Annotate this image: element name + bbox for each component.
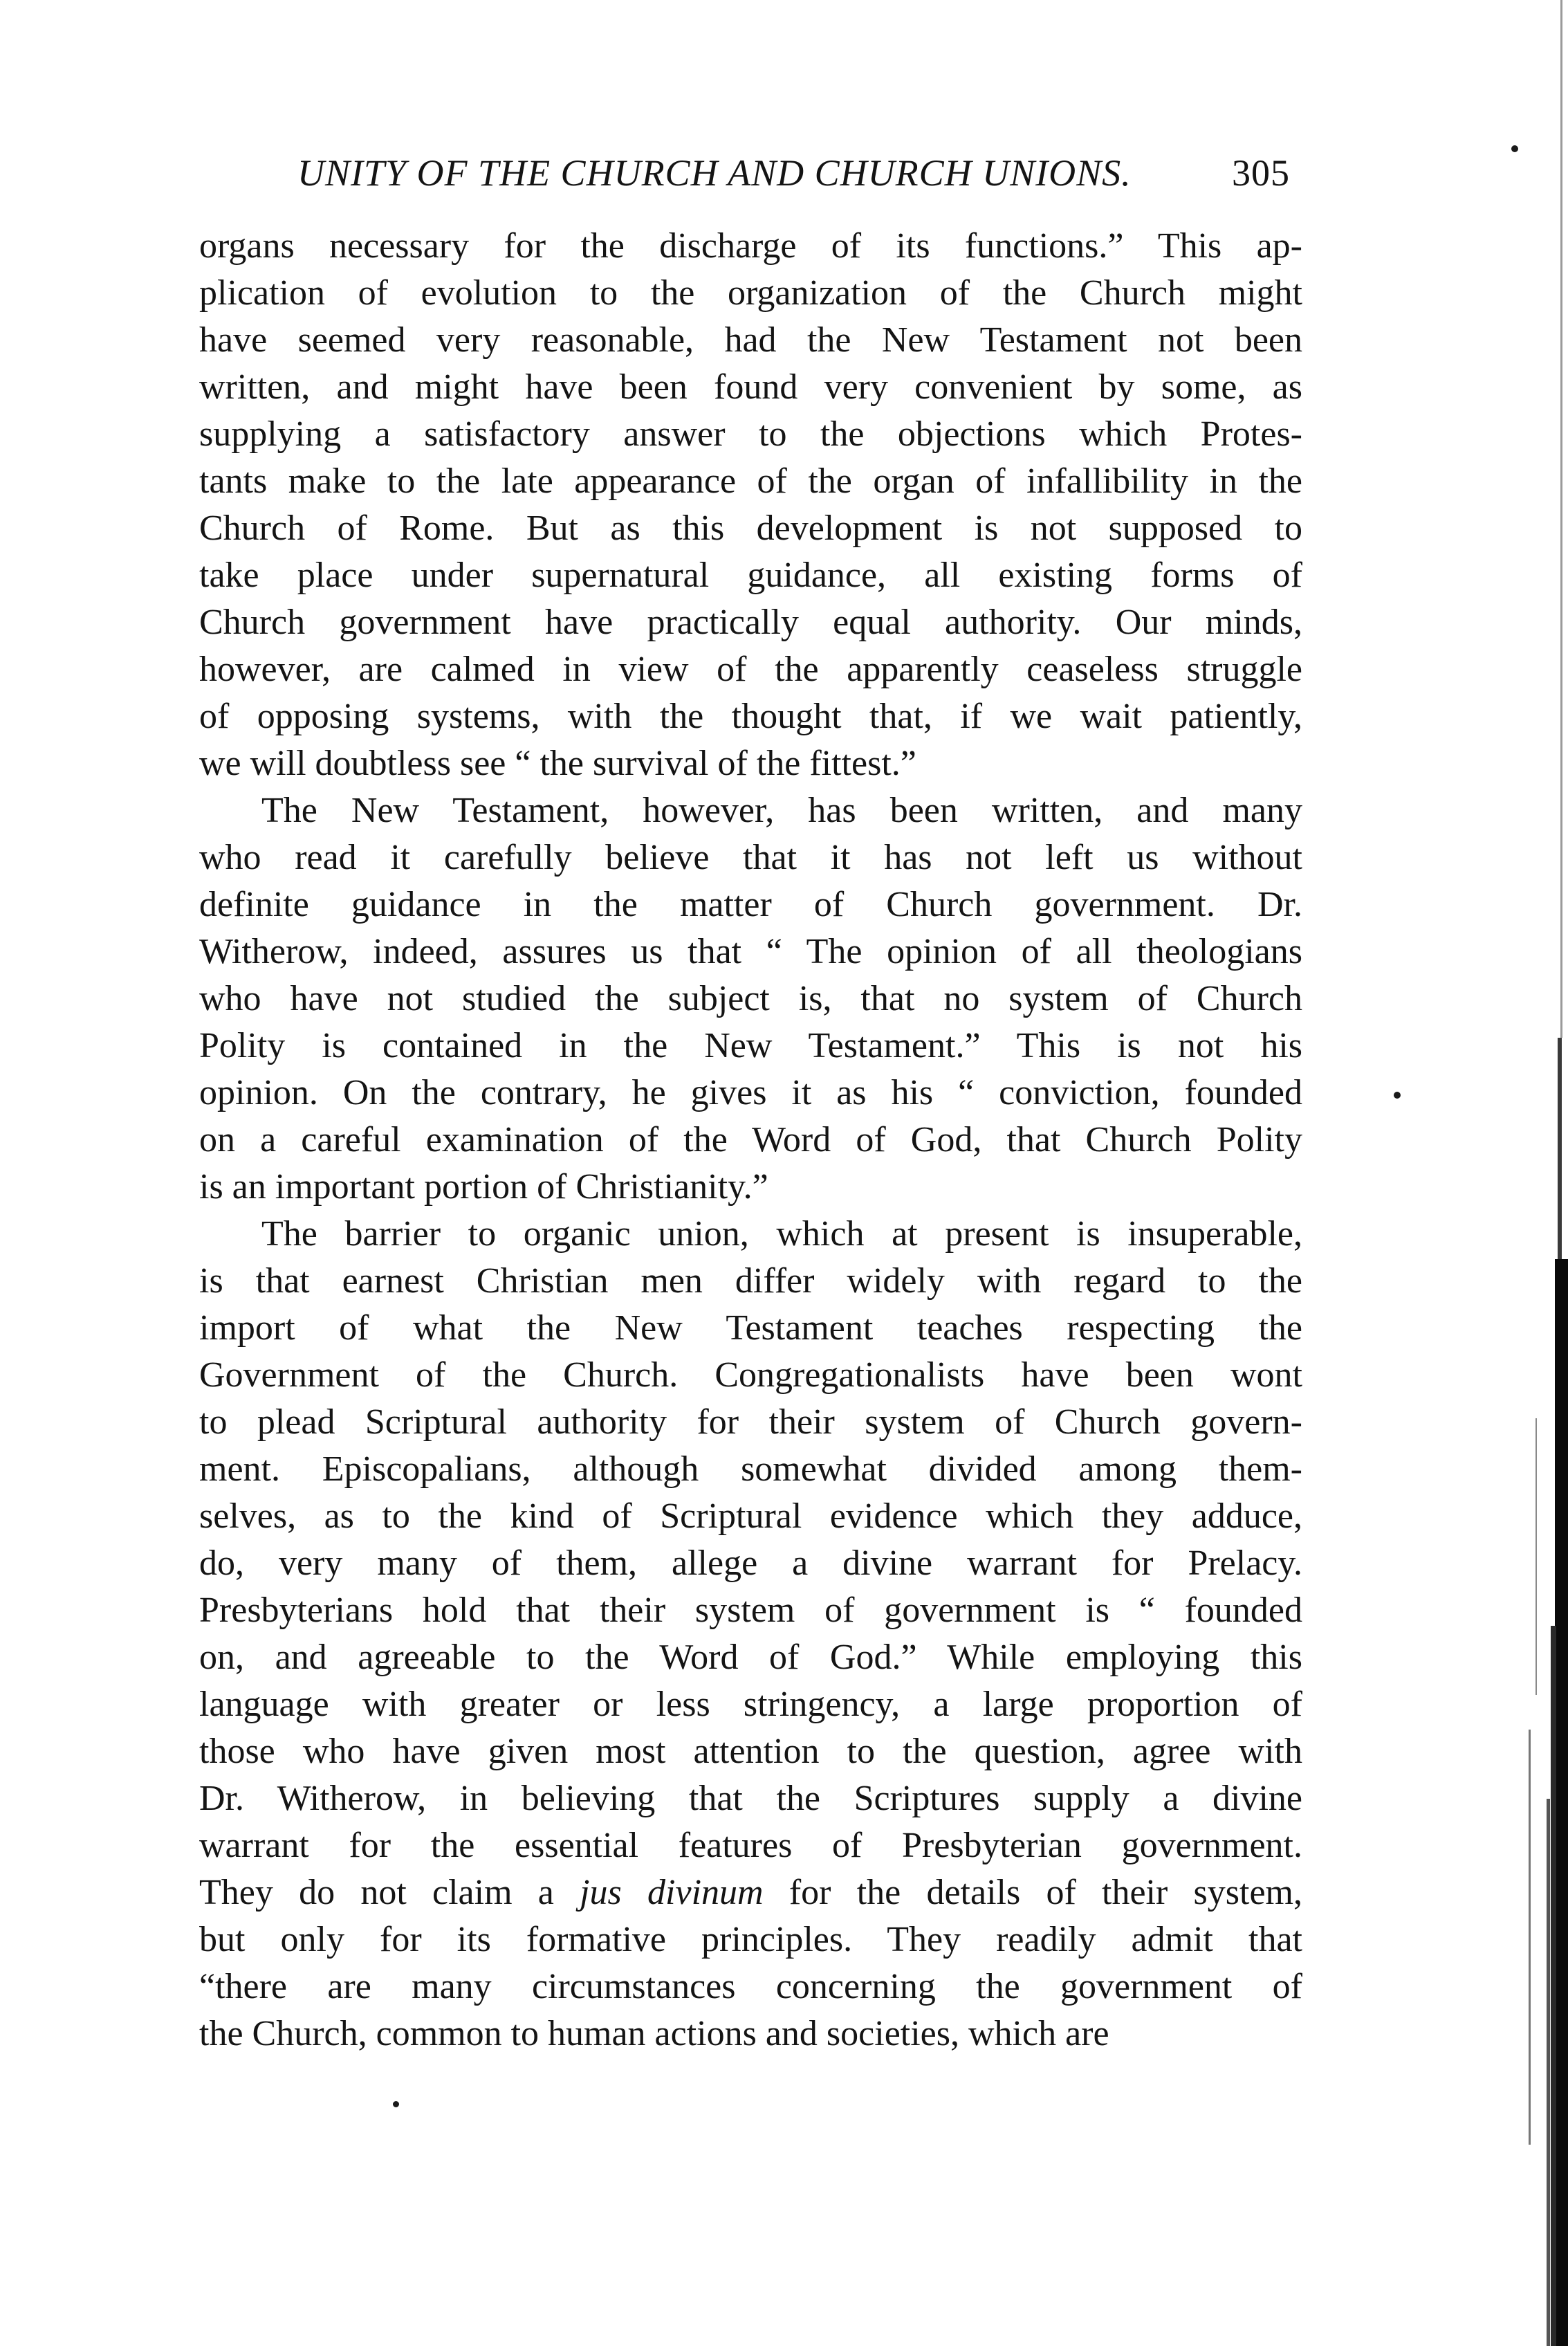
running-head bbox=[297, 149, 1290, 197]
text-line: on a careful examination of the Word of God, that Church Polity bbox=[199, 1120, 1302, 1160]
running-title: UNITY OF THE CHURCH AND CHURCH UNIONS. bbox=[297, 152, 1132, 194]
text-line: who read it carefully believe that it has not left us without bbox=[199, 838, 1302, 877]
text-line: selves, as to the kind of Scriptural evidence which they adduce, bbox=[199, 1496, 1302, 1536]
text-line: plication of evolution to the organization of the Church might bbox=[199, 273, 1302, 313]
text-line: The New Testament, however, has been written, and many bbox=[261, 791, 1302, 830]
body-text bbox=[199, 223, 1302, 2058]
text-line: take place under supernatural guidance, all existing forms of bbox=[199, 556, 1302, 595]
text-line: on, and agreeable to the Word of God.” While employing this bbox=[199, 1638, 1302, 1677]
text-line: written, and might have been found very convenient by some, as bbox=[199, 367, 1302, 407]
text-line: organs necessary for the discharge of its functions.” This ap- bbox=[199, 226, 1302, 266]
text-line: supplying a satisfactory answer to the objections which Protes- bbox=[199, 414, 1302, 454]
text-line: those who have given most attention to the question, agree with bbox=[199, 1732, 1302, 1771]
text-line: Polity is contained in the New Testament.” This is not his bbox=[199, 1026, 1302, 1065]
text-line: the Church, common to human actions and societies, which are bbox=[199, 2014, 1109, 2053]
text-line: do, very many of them, allege a divine warrant for Prelacy. bbox=[199, 1543, 1302, 1583]
binding-edge-shadow bbox=[1515, 0, 1568, 2346]
text-line: Dr. Witherow, in believing that the Scriptures supply a divine bbox=[199, 1779, 1302, 1818]
scan-speck bbox=[1394, 1092, 1401, 1099]
text-line: have seemed very reasonable, had the New Testament not been bbox=[199, 320, 1302, 360]
text-line: who have not studied the subject is, that no system of Church bbox=[199, 979, 1302, 1018]
text-line: Church government have practically equal authority. Our minds, bbox=[199, 603, 1302, 642]
italic-phrase: jus divinum bbox=[580, 1873, 764, 1912]
text-line: They do not claim a jus divinum for the details of their system, bbox=[199, 1873, 1303, 1912]
text-line: however, are calmed in view of the apparently ceaseless struggle bbox=[199, 650, 1302, 689]
text-line: is that earnest Christian men differ widely with regard to the bbox=[199, 1261, 1302, 1301]
text-line: Government of the Church. Congregationalists have been wont bbox=[199, 1355, 1302, 1395]
text-line: opinion. On the contrary, he gives it as his “ conviction, founded bbox=[199, 1073, 1302, 1112]
text-line: The barrier to organic union, which at present is insuperable, bbox=[261, 1214, 1302, 1254]
text-line: Witherow, indeed, assures us that “ The opinion of all theologians bbox=[199, 932, 1302, 971]
text-line: Church of Rome. But as this development is not supposed to bbox=[199, 508, 1302, 548]
text-line: language with greater or less stringency, a large proportion of bbox=[199, 1685, 1302, 1724]
text-line: is an important portion of Christianity.” bbox=[199, 1167, 768, 1207]
text-line: import of what the New Testament teaches respecting the bbox=[199, 1308, 1302, 1348]
text-line: tants make to the late appearance of the organ of infallibility in the bbox=[199, 461, 1302, 501]
scan-speck bbox=[393, 2101, 399, 2107]
scan-speck bbox=[1511, 145, 1518, 152]
text-line: Presbyterians hold that their system of government is “ founded bbox=[199, 1591, 1302, 1630]
text-line: we will doubtless see “ the survival of the fittest.” bbox=[199, 744, 916, 783]
text-line: warrant for the essential features of Presbyterian government. bbox=[199, 1826, 1302, 1865]
text-line: “there are many circumstances concerning the government of bbox=[199, 1967, 1302, 2006]
text-line: to plead Scriptural authority for their system of Church govern- bbox=[199, 1402, 1302, 1442]
text-line: ment. Episcopalians, although somewhat divided among them- bbox=[199, 1449, 1302, 1489]
text-line: definite guidance in the matter of Church government. Dr. bbox=[199, 885, 1302, 924]
page-number: 305 bbox=[1232, 152, 1290, 194]
text-line: but only for its formative principles. They readily admit that bbox=[199, 1920, 1302, 1959]
text-line: of opposing systems, with the thought that, if we wait patiently, bbox=[199, 697, 1302, 736]
